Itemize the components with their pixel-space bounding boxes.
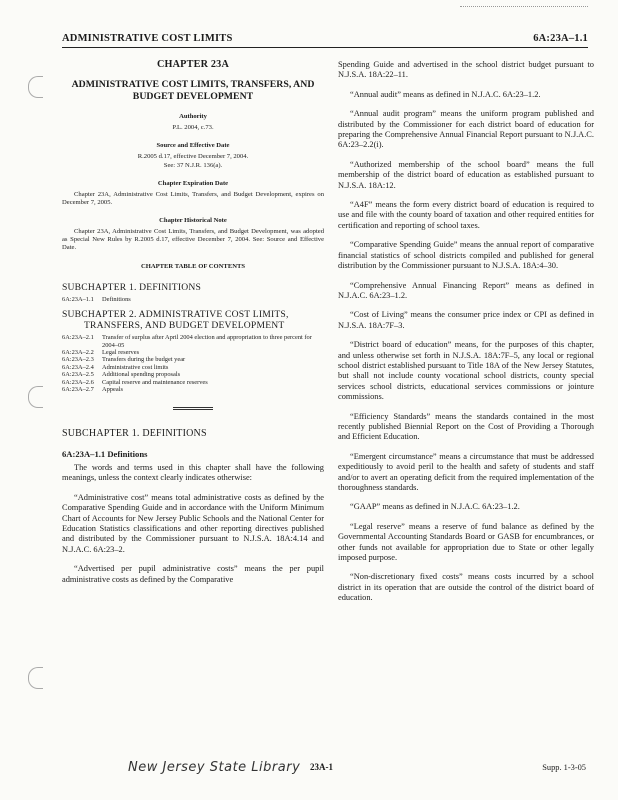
toc-subchapter-1: SUBCHAPTER 1. DEFINITIONS [62,281,202,293]
body-paragraph: Spending Guide and advertised in the school district budget pursuant to N.J.S.A. 18A:22–11. [338,60,594,80]
toc-item [62,379,324,386]
toc-item-text: Transfers during the budget year [102,356,186,364]
authority-heading: Authority [179,113,207,121]
body-paragraph: “Legal reserve” means a reserve of fund balance as defined by the Governmental Accounting Standards Board or GASB for encumbrances, or other funds not available for appropriation due to State or other legally imposed purpose. [338,521,594,563]
historical-text: Chapter 23A, Administrative Cost Limits, Transfers, and Budget Development, was adopted as Special New Rules by R.2005 d.17, effective December 7, 2004. See: Source and Effective Date. [62,228,324,252]
header-section: 6A:23A–1.1 [533,33,588,44]
section-divider [173,407,213,410]
toc-item [62,356,324,363]
toc-item-text: Definitions [102,295,131,303]
body-paragraph: “Emergent circumstance” means a circumstance that must be addressed expeditiously to avoid peril to the health and safety of students and staff and/or to avert an operating deficit from the required implementation of the thoroughness standards. [338,451,594,492]
body-paragraph: “Cost of Living” means the consumer price index or CPI as defined in N.J.S.A. 18A:7F–3. [338,310,594,330]
toc-item-number: 6A:23A–2.5 [62,371,94,379]
body-paragraph: “A4F” means the form every district board of education is required to use and file with the county board of taxation and other required entities for certification and reporting of school taxes. [338,200,594,230]
toc-item-number: 6A:23A–2.6 [62,378,94,386]
toc-item-number: 6A:23A–2.2 [62,349,94,357]
body-paragraph: “Comprehensive Annual Financing Report” means as defined in N.J.A.C. 6A:23–1.2. [338,280,594,300]
toc-item [62,364,324,371]
body-paragraph: The words and terms used in this chapter shall have the following meanings, unless the context clearly indicates otherwise: [62,462,324,483]
running-header [62,33,588,48]
chapter-label: CHAPTER 23A [156,59,230,70]
toc-item-number: 6A:23A–2.7 [62,386,94,394]
body-paragraph: “Efficiency Standards” means the standards contained in the most recently published Biennial Report on the Cost of Providing a Thorough and Efficient Education. [338,411,594,442]
historical-heading: Chapter Historical Note [159,217,227,225]
toc-item [62,386,324,393]
toc-item-text: Capital reserve and maintenance reserves [102,378,208,386]
body-paragraph: “Non-discretionary fixed costs” means costs incurred by a school district in its operation that are outside the control of the district board of education. [338,572,594,603]
toc-item-number: 6A:23A–1.1 [62,295,94,303]
toc-item-number: 6A:23A–2.3 [62,356,94,364]
authority-text: P.L. 2004, c.73. [172,124,214,132]
right-column [338,60,594,613]
toc-item [62,371,324,378]
toc-item-number: 6A:23A–2.4 [62,363,94,371]
source-text-1: R.2005 d.17, effective December 7, 2004. [137,153,249,161]
body-paragraph: “District board of education” means, for the purposes of this chapter, and unless otherwise set forth in N.J.S.A. 18A:7F–5, any local or regional school district established pursuant to Title 18A of the New Jersey Statutes, but shall not include county vocational school districts, county special services school districts, educational services commissions or jointure commissions. [338,340,594,402]
binder-hole-mark [28,386,43,408]
toc-subchapter-2-line2: TRANSFERS, AND BUDGET DEVELOPMENT [84,320,285,332]
source-text-2: See: 37 N.J.R. 136(a). [163,162,223,170]
body-paragraph: “Annual audit” means as defined in N.J.A.C. 6A:23–1.2. [350,89,541,99]
expiration-text: Chapter 23A, Administrative Cost Limits, Transfers, and Budget Development, expires on December 7, 2005. [62,191,324,207]
expiration-heading: Chapter Expiration Date [157,180,229,188]
toc-item [62,296,324,303]
toc-heading: CHAPTER TABLE OF CONTENTS [140,263,246,271]
toc-item-text: Appeals [102,386,123,394]
toc-subchapter-2-line1: SUBCHAPTER 2. ADMINISTRATIVE COST LIMITS, [62,309,289,321]
top-edge-line [460,6,588,7]
body-paragraph: “Authorized membership of the school board” means the full membership of the district board of education as established pursuant to N.J.S.A. 18A:12. [338,159,594,190]
binder-hole-mark [28,76,43,98]
toc-item-number: 6A:23A–2.1 [62,334,94,342]
toc-item [62,349,324,356]
toc-item-text: Transfer of surplus after April 2004 election and appropriation to three percent for 2004–05 [102,334,312,349]
binder-hole-mark [28,667,43,689]
body-paragraph: “Advertised per pupil administrative costs” means the per pupil administrative costs as defined by the Comparative [62,564,324,584]
toc-subchapter-1-list [62,296,324,303]
toc-subchapter-2-list [62,334,324,393]
toc-item [62,334,324,349]
header-title: ADMINISTRATIVE COST LIMITS [62,33,233,44]
library-watermark: New Jersey State Library [128,760,301,775]
chapter-title: ADMINISTRATIVE COST LIMITS, TRANSFERS, AND BUDGET DEVELOPMENT [71,79,315,103]
section-title: 6A:23A–1.1 Definitions [62,449,148,460]
supplement-date: Supp. 1-3-05 [542,763,586,772]
body-paragraph: “Annual audit program” means the uniform program published and distributed by the Commissioner for each district board of education for preparing the Comprehensive Annual Financial Report pursuant to N.J.A.C. 6A:23–2.2(i). [338,109,594,150]
toc-subchapter-2 [62,309,324,331]
body-paragraph: “GAAP” means as defined in N.J.A.C. 6A:23–1.2. [350,502,520,512]
body-paragraph: “Comparative Spending Guide” means the annual report of comparative financial statistics of school districts compiled and published for general distribution by the Commissioner pursuant to N.J.S.A. 18A:4–30. [338,240,594,271]
left-column [62,60,324,594]
page-number: 23A-1 [310,762,333,772]
body-paragraph: “Administrative cost” means total administrative costs as defined by the Comparative Spending Guide and in accordance with the Uniform Minimum Chart of Accounts for New Jersey Public Schools and the National Center for Education Statistics classifications and other reporting directives published and distributed by the Commissioner pursuant to N.J.S.A. 18A:4.14 and N.J.A.C. 6A:23–2. [62,492,324,554]
toc-item-text: Legal reserves [102,349,140,357]
toc-item-text: Administrative cost limits [102,363,169,371]
source-heading: Source and Effective Date [156,142,230,150]
toc-item-text: Additional spending proposals [102,371,181,379]
subchapter-heading: SUBCHAPTER 1. DEFINITIONS [62,428,207,440]
